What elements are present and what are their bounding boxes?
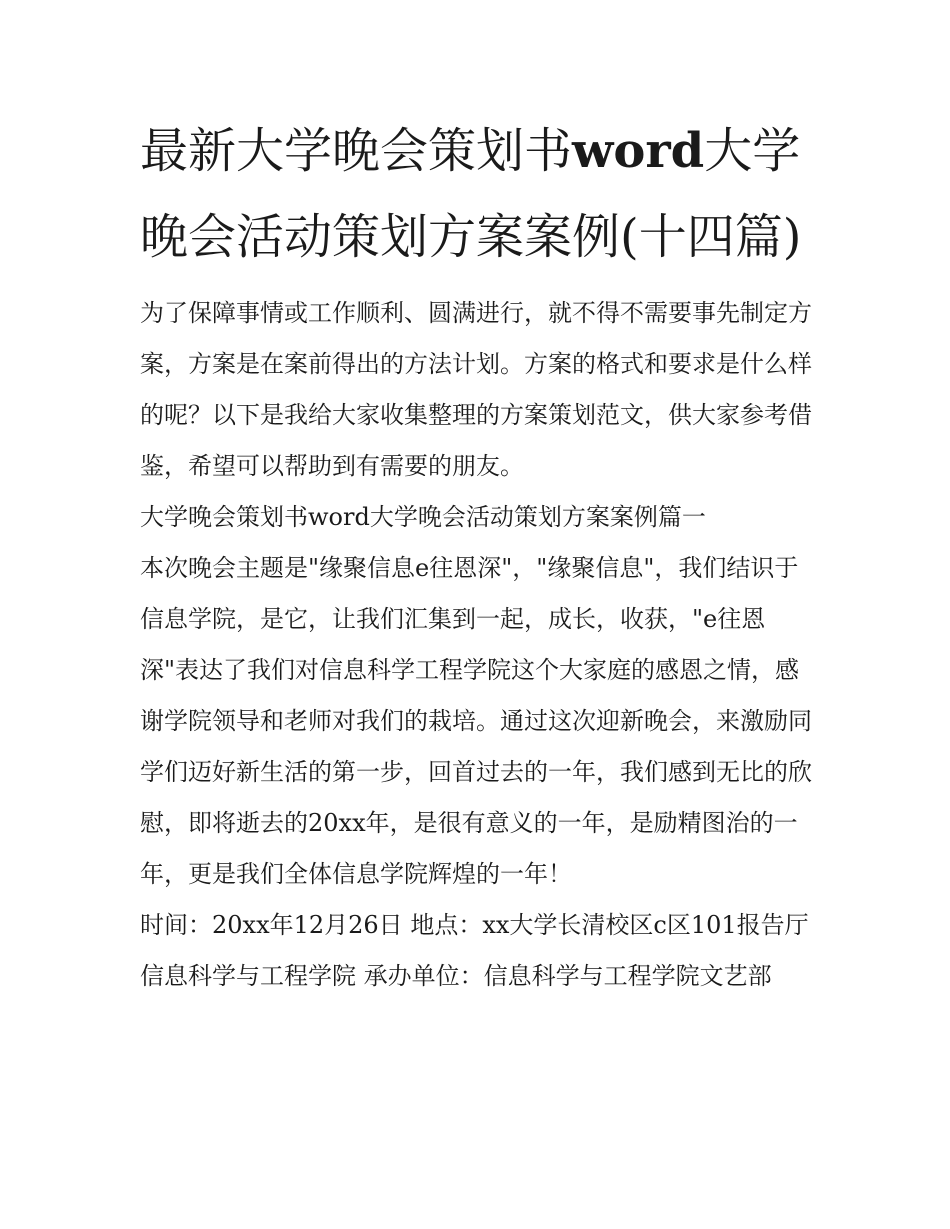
document-body: [140, 108, 820, 1002]
title-text-part3: 大学晚会活动策划方案案例(十四篇): [140, 123, 802, 265]
title-text-part2: word: [572, 123, 705, 179]
section-heading: 大学晚会策划书word大学晚会活动策划方案案例篇一: [140, 503, 706, 531]
theme-paragraph: 本次晚会主题是"缘聚信息e往恩深"，"缘聚信息"，我们结识于信息学院，是它，让我们汇集到一起，成长，收获，"e往恩深"表达了我们对信息科学工程学院这个大家庭的感恩之情，感谢学院领导和老师对我们的栽培。通过这次迎新晚会，来激励同学们迈好新生活的第一步，回首过去的一年，我们感到无比的欣慰，即将逝去的20xx年，是很有意义的一年，是励精图治的一年，更是我们全体信息学院辉煌的一年！: [140, 554, 812, 888]
title-text-part1: 最新大学晚会策划书: [140, 123, 573, 179]
event-details-paragraph: 时间：20xx年12月26日 地点：xx大学长清校区c区101报告厅 信息科学与工程学院 承办单位：信息科学与工程学院文艺部: [140, 911, 809, 990]
intro-paragraph: 为了保障事情或工作顺利、圆满进行，就不得不需要事先制定方案，方案是在案前得出的方法计划。方案的格式和要求是什么样的呢？以下是我给大家收集整理的方案策划范文，供大家参考借鉴，希望可以帮助到有需要的朋友。: [140, 299, 812, 480]
document-title: [140, 108, 820, 280]
